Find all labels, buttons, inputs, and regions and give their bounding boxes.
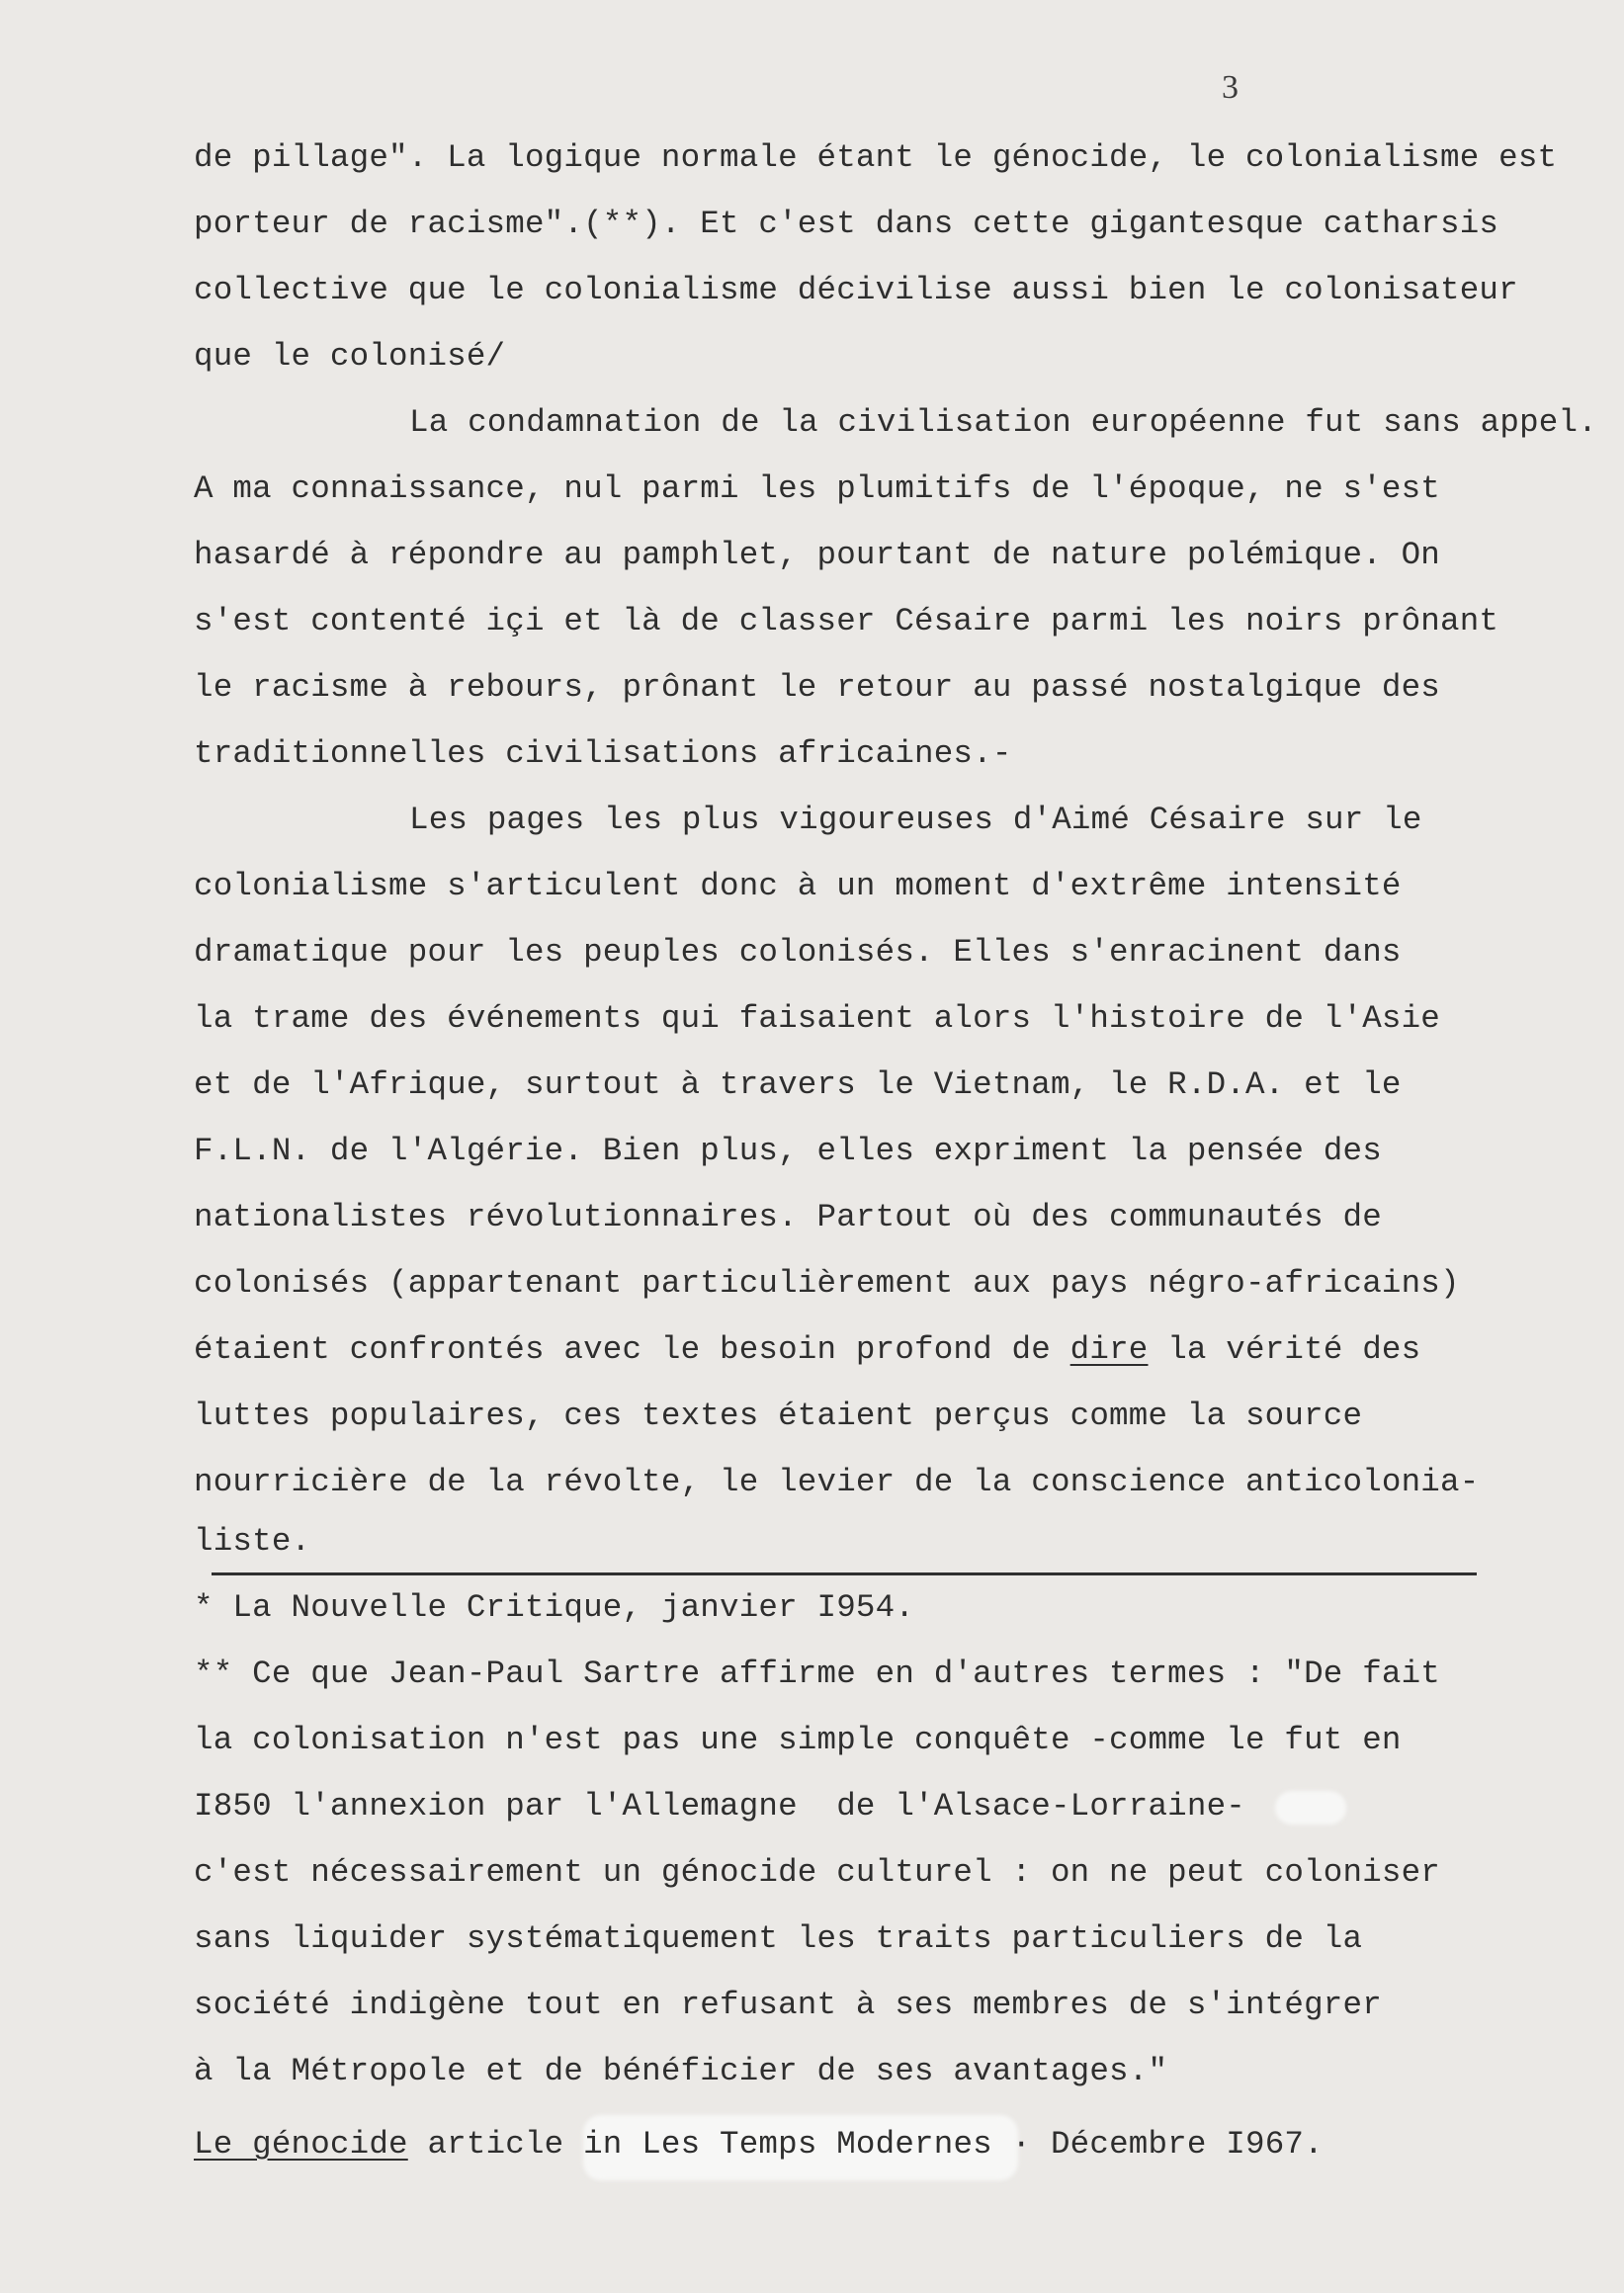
body-line-19 (194, 1330, 1420, 1370)
footnote-1: * La Nouvelle Critique, janvier I954. (194, 1589, 915, 1626)
footnote-separator (212, 1572, 1477, 1575)
body-line-10: traditionnelles civilisations africaines.- (194, 735, 1012, 772)
body-line-3: collective que le colonialisme décivilise aussi bien le colonisateur (194, 272, 1518, 308)
footnote-line-3: la colonisation n'est pas une simple conquête -comme le fut en (194, 1722, 1402, 1758)
footnote-line-5: c'est nécessairement un génocide culturel : on ne peut coloniser (194, 1854, 1441, 1891)
body-line-18: colonisés (appartenant particulièrement aux pays négro-africains) (194, 1265, 1460, 1302)
body-line-4: que le colonisé/ (194, 338, 506, 375)
footnote-line-4: I850 l'annexion par l'Allemagne de l'Alsace-Lorraine- (194, 1788, 1245, 1825)
correction-fluid-mark (1275, 1791, 1346, 1825)
body-line-9: le racisme à rebours, prônant le retour au passé nostalgique des (194, 669, 1441, 706)
citation-details: article in Les Temps Modernes · Décembre I967. (407, 2126, 1324, 2163)
body-line-19-start: étaient confrontés avec le besoin profond de (194, 1331, 1070, 1368)
cited-article-title: Le génocide (194, 2126, 408, 2163)
body-line-21: nourricière de la révolte, le levier de la conscience anticolonia- (194, 1464, 1480, 1500)
body-line-1: de pillage". La logique normale étant le génocide, le colonialisme est (194, 139, 1558, 176)
body-line-19-end: la vérité des (1148, 1331, 1421, 1368)
body-line-16: F.L.N. de l'Algérie. Bien plus, elles expriment la pensée des (194, 1133, 1382, 1169)
underlined-word: dire (1069, 1331, 1149, 1368)
body-line-5: La condamnation de la civilisation européenne fut sans appel. (409, 404, 1597, 441)
footnote-line-6: sans liquider systématiquement les traits particuliers de la (194, 1920, 1363, 1957)
body-line-2: porteur de racisme".(**). Et c'est dans cette gigantesque catharsis (194, 206, 1499, 242)
body-line-7: hasardé à répondre au pamphlet, pourtant de nature polémique. On (194, 537, 1441, 573)
body-line-20: luttes populaires, ces textes étaient perçus comme la source (194, 1398, 1363, 1434)
footnote-2: ** Ce que Jean-Paul Sartre affirme en d'autres termes : "De fait (194, 1656, 1441, 1692)
body-line-14: la trame des événements qui faisaient alors l'histoire de l'Asie (194, 1000, 1441, 1037)
body-line-12: colonialisme s'articulent donc à un moment d'extrême intensité (194, 868, 1402, 904)
footnote-line-7: société indigène tout en refusant à ses membres de s'intégrer (194, 1987, 1382, 2023)
body-line-15: et de l'Afrique, surtout à travers le Vietnam, le R.D.A. et le (194, 1066, 1402, 1103)
page-number: 3 (1222, 69, 1239, 106)
body-line-6: A ma connaissance, nul parmi les plumitifs de l'époque, ne s'est (194, 470, 1441, 507)
body-line-8: s'est contenté içi et là de classer Césaire parmi les noirs prônant (194, 603, 1499, 639)
source-citation (194, 2125, 1324, 2165)
body-line-22: liste. (194, 1523, 311, 1560)
body-line-17: nationalistes révolutionnaires. Partout où des communautés de (194, 1199, 1382, 1235)
body-line-13: dramatique pour les peuples colonisés. Elles s'enracinent dans (194, 934, 1402, 971)
body-line-11: Les pages les plus vigoureuses d'Aimé Césaire sur le (409, 802, 1422, 838)
footnote-line-8: à la Métropole et de bénéficier de ses avantages." (194, 2053, 1168, 2089)
